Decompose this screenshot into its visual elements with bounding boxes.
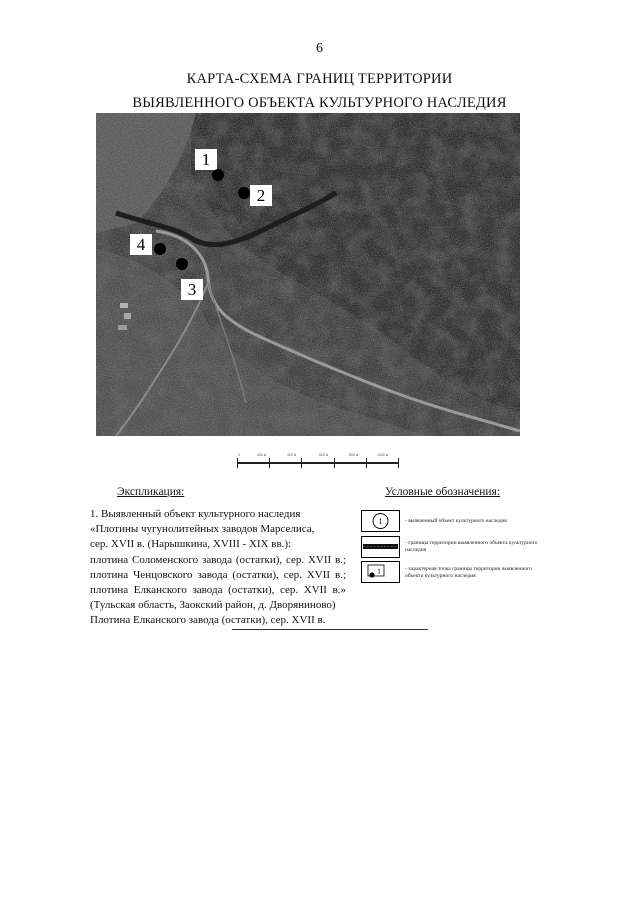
- explication-line: «Плотины чугунолитейных заводов Марселиса,: [90, 523, 315, 536]
- scale-tick: [301, 458, 302, 468]
- scale-bar: [237, 453, 399, 469]
- legend-text-boundary: - границы территории выявленного объекта культурного наследия: [405, 540, 538, 553]
- scale-tick: [237, 458, 238, 468]
- legend-heading: Условные обозначения:: [385, 486, 501, 498]
- scale-label: 200 м: [257, 453, 267, 457]
- scale-tick: [398, 458, 399, 468]
- scale-label: 600 м: [319, 453, 329, 457]
- explication-line: (Тульская область, Заокский район, д. Дворяниново): [90, 599, 336, 612]
- numbered-circle-icon: [362, 511, 399, 531]
- explication-line: плотина Ченцовского завода (остатки), сер. XVII в.;: [90, 568, 346, 581]
- scale-label: 0: [238, 453, 240, 457]
- title-line-1: КАРТА-СХЕМА ГРАНИЦ ТЕРРИТОРИИ: [186, 71, 453, 87]
- legend-symbol-number: 1: [378, 517, 383, 526]
- scale-label: 800 м: [349, 453, 359, 457]
- explication-line: 1. Выявленный объект культурного наследия: [90, 508, 301, 520]
- explication-line: сер. XVII в. (Нарышкина, XVIII - XIX вв.):: [90, 538, 292, 551]
- satellite-imagery: [96, 113, 520, 436]
- marker-4-dot: [154, 243, 166, 255]
- explication-line: плотина Соломенского завода (остатки), сер. XVII в.;: [90, 553, 346, 566]
- boundary-line-icon: [362, 537, 399, 557]
- legend-symbol-object: [361, 510, 400, 532]
- legend-text-object: - выявленный объект культурного наследия: [405, 518, 507, 524]
- page-number: 6: [316, 41, 323, 56]
- marker-2-dot: [238, 187, 250, 199]
- explication-heading: Экспликация:: [117, 486, 185, 498]
- marker-1-dot: [212, 169, 224, 181]
- marker-3-dot: [176, 258, 188, 270]
- scale-label: 400 м: [287, 453, 297, 457]
- scale-tick: [269, 458, 270, 468]
- marker-4-label: 4: [130, 234, 152, 255]
- boundary-point-icon: [362, 562, 399, 582]
- explication-text: [90, 507, 346, 629]
- separator-line: [232, 629, 428, 630]
- scale-tick: [366, 458, 367, 468]
- explication-line: Плотина Елканского завода (остатки), сер. XVII в.: [90, 614, 326, 627]
- legend-symbol-point: [361, 561, 400, 583]
- legend-text-point: - характерная точка границы территории выявленного объекта культурного наследия: [405, 566, 532, 579]
- marker-2-label: 2: [250, 185, 272, 206]
- scale-label: 1000 м: [377, 453, 389, 457]
- legend-symbol-boundary: [361, 536, 400, 558]
- scale-bar-line: [237, 462, 399, 464]
- legend-point-number: 1: [377, 566, 381, 576]
- title-line-2: ВЫЯВЛЕННОГО ОБЪЕКТА КУЛЬТУРНОГО НАСЛЕДИЯ: [132, 95, 507, 111]
- marker-3-label: 3: [181, 279, 203, 300]
- scale-tick: [334, 458, 335, 468]
- explication-line: плотина Елканского завода (остатки), сер. XVII в.»: [90, 584, 346, 597]
- marker-1-label: 1: [195, 149, 217, 170]
- satellite-map: [96, 113, 520, 436]
